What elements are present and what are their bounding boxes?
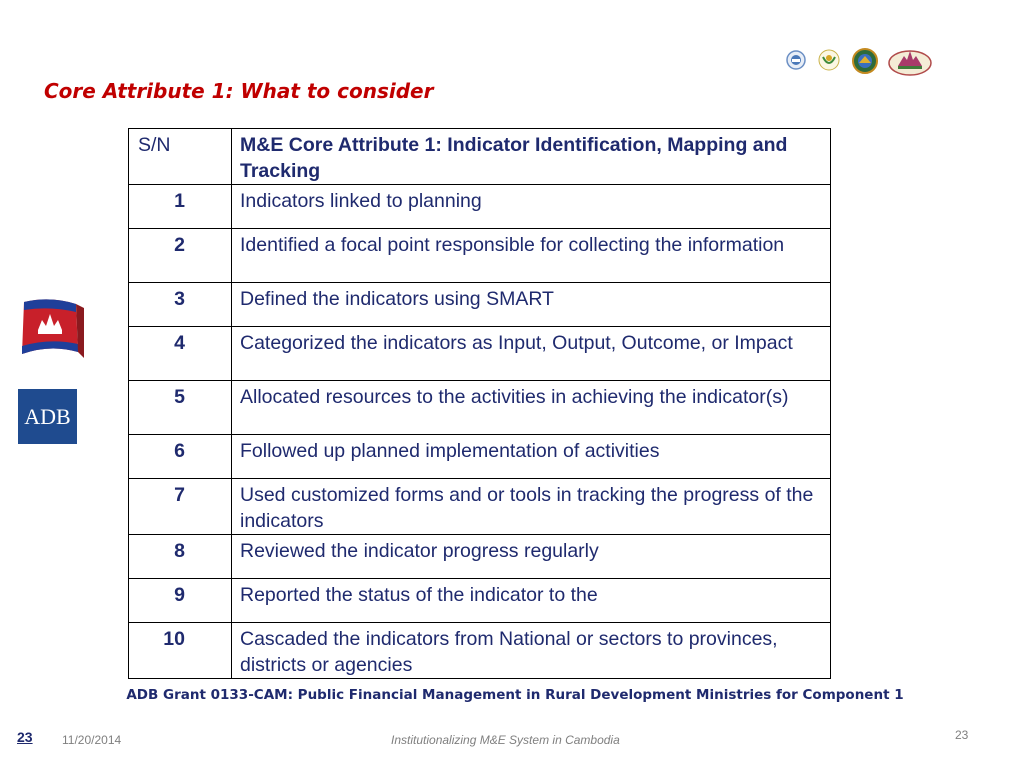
top-logos — [782, 46, 934, 76]
wreath-emblem-icon — [818, 49, 840, 71]
row-number: 7 — [129, 479, 232, 535]
table-row — [129, 185, 831, 229]
row-description: Followed up planned implementation of activities — [232, 435, 831, 479]
table-row — [129, 535, 831, 579]
table-row — [129, 623, 831, 679]
colored-seal-icon — [852, 48, 878, 74]
row-number: 8 — [129, 535, 232, 579]
row-number: 4 — [129, 327, 232, 381]
header-sn: S/N — [129, 129, 232, 185]
row-number: 9 — [129, 579, 232, 623]
slide-title: Core Attribute 1: What to consider — [44, 79, 434, 103]
attribute-table — [128, 128, 831, 679]
table-header-row — [129, 129, 831, 185]
row-number: 6 — [129, 435, 232, 479]
table-row — [129, 327, 831, 381]
table-row — [129, 435, 831, 479]
row-description: Reviewed the indicator progress regularly — [232, 535, 831, 579]
row-description: Categorized the indicators as Input, Output, Outcome, or Impact — [232, 327, 831, 381]
table-row — [129, 381, 831, 435]
row-description: Reported the status of the indicator to the — [232, 579, 831, 623]
cambodia-flag-icon — [14, 296, 86, 362]
table-row — [129, 229, 831, 283]
table-row — [129, 579, 831, 623]
row-description: Indicators linked to planning — [232, 185, 831, 229]
grant-caption: ADB Grant 0133-CAM: Public Financial Management in Rural Development Ministries for Component 1 — [126, 687, 904, 703]
slide-number-left: 23 — [17, 729, 33, 745]
row-description: Identified a focal point responsible for collecting the information — [232, 229, 831, 283]
slide-number-right: 23 — [955, 728, 969, 742]
header-description: M&E Core Attribute 1: Indicator Identification, Mapping and Tracking — [232, 129, 831, 185]
row-description: Defined the indicators using SMART — [232, 283, 831, 327]
row-number: 10 — [129, 623, 232, 679]
table-row — [129, 479, 831, 535]
round-emblem-icon — [786, 50, 806, 70]
table-row — [129, 283, 831, 327]
slide-date: 11/20/2014 — [62, 733, 122, 747]
row-number: 3 — [129, 283, 232, 327]
row-description: Cascaded the indicators from National or sectors to provinces, districts or agencies — [232, 623, 831, 679]
row-number: 2 — [129, 229, 232, 283]
footer-text: Institutionalizing M&E System in Cambodia — [391, 733, 620, 747]
temple-emblem-icon — [888, 46, 932, 76]
adb-logo: ADB — [18, 389, 77, 444]
row-number: 1 — [129, 185, 232, 229]
row-description: Allocated resources to the activities in achieving the indicator(s) — [232, 381, 831, 435]
row-description: Used customized forms and or tools in tracking the progress of the indicators — [232, 479, 831, 535]
row-number: 5 — [129, 381, 232, 435]
